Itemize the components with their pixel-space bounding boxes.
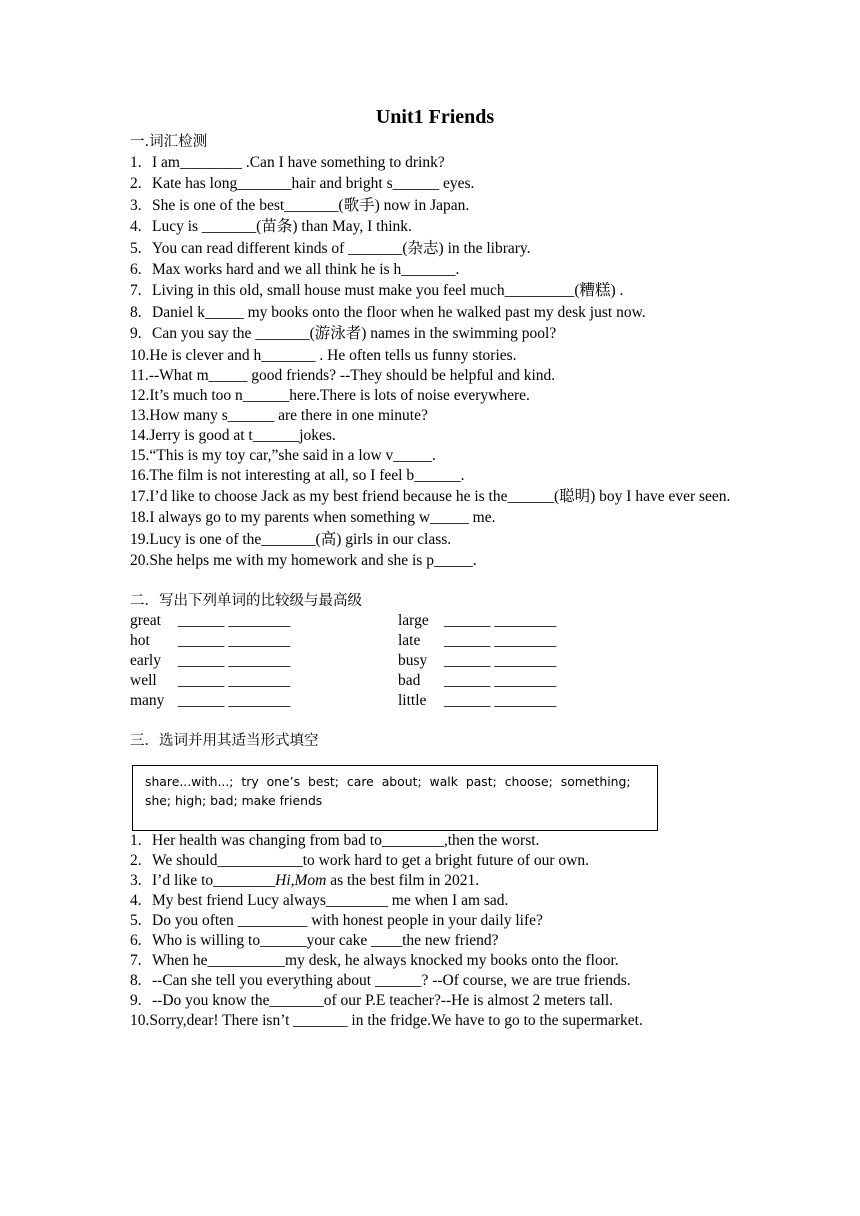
word-row bbox=[130, 691, 398, 711]
answer-blank: ______ ________ bbox=[177, 692, 291, 710]
item-text: Her health was changing from bad to________,then the worst. bbox=[152, 832, 540, 850]
item-number: 8. bbox=[130, 972, 142, 990]
item-number: 9. bbox=[130, 992, 142, 1010]
list-item bbox=[130, 366, 740, 386]
list-item bbox=[130, 259, 740, 280]
list-item bbox=[130, 971, 740, 991]
item-number: 1. bbox=[130, 832, 142, 850]
item-number: 3. bbox=[130, 872, 142, 890]
answer-blank: ______ ________ bbox=[443, 672, 557, 690]
list-item bbox=[130, 466, 740, 486]
word-row bbox=[398, 691, 738, 711]
item-number: 4. bbox=[130, 218, 142, 236]
list-item bbox=[130, 851, 740, 871]
item-text: as the best film in 2021. bbox=[326, 872, 480, 890]
item-text: --What m_____ good friends? --They should be helpful and kind. bbox=[148, 366, 556, 384]
item-number: 17. bbox=[130, 487, 150, 505]
item-number: 10. bbox=[130, 1012, 150, 1030]
word-bank-line: share...with...; try one’s best; care about; walk past; choose; something; bbox=[145, 774, 631, 790]
item-number: 16. bbox=[130, 466, 150, 484]
item-text: Do you often _________ with honest people in your daily life? bbox=[152, 912, 543, 930]
item-number: 18. bbox=[130, 509, 150, 527]
list-item bbox=[130, 507, 740, 528]
answer-blank: ______ ________ bbox=[443, 692, 557, 710]
worksheet bbox=[130, 102, 740, 1031]
item-number: 4. bbox=[130, 892, 142, 910]
item-text: Living in this old, small house must make you feel much_________(糟糕) . bbox=[152, 282, 624, 300]
item-number: 15. bbox=[130, 446, 150, 464]
item-text: Jerry is good at t______jokes. bbox=[149, 426, 336, 444]
item-text: She helps me with my homework and she is p_____. bbox=[149, 552, 477, 570]
answer-blank: ______ ________ bbox=[177, 652, 291, 670]
word-row bbox=[130, 611, 398, 631]
list-item bbox=[130, 871, 740, 891]
item-number: 9. bbox=[130, 325, 142, 343]
item-number: 20. bbox=[130, 552, 150, 570]
item-number: 2. bbox=[130, 175, 142, 193]
item-text: Lucy is one of the_______(高) girls in our class. bbox=[149, 530, 452, 548]
item-text: Lucy is _______(苗条) than May, I think. bbox=[152, 218, 412, 236]
word-row bbox=[398, 651, 738, 671]
item-number: 11. bbox=[130, 366, 149, 384]
word-row bbox=[398, 611, 738, 631]
word: busy bbox=[398, 652, 428, 670]
section3-list bbox=[130, 831, 740, 1031]
answer-blank: ______ ________ bbox=[177, 672, 291, 690]
word: great bbox=[130, 612, 161, 630]
word-row bbox=[398, 671, 738, 691]
list-item bbox=[130, 931, 740, 951]
list-item bbox=[130, 951, 740, 971]
list-item bbox=[130, 386, 740, 406]
list-item bbox=[130, 446, 740, 466]
list-item bbox=[130, 345, 740, 366]
list-item bbox=[130, 486, 740, 507]
list-item bbox=[130, 216, 740, 237]
answer-blank: ______ ________ bbox=[443, 652, 557, 670]
list-item bbox=[130, 529, 740, 550]
list-item bbox=[130, 238, 740, 259]
item-number: 3. bbox=[130, 196, 142, 214]
item-number: 5. bbox=[130, 239, 142, 257]
item-text: I am________ .Can I have something to drink? bbox=[152, 154, 445, 171]
item-number: 6. bbox=[130, 260, 142, 278]
word-row bbox=[130, 671, 398, 691]
item-text: We should___________to work hard to get a bright future of our own. bbox=[152, 852, 589, 870]
item-text: How many s______ are there in one minute? bbox=[149, 406, 428, 424]
list-item bbox=[130, 426, 740, 446]
list-item bbox=[130, 195, 740, 216]
comparison-grid bbox=[130, 611, 740, 711]
list-item bbox=[130, 280, 740, 301]
item-text: My best friend Lucy always________ me when I am sad. bbox=[152, 892, 509, 910]
word-row bbox=[130, 651, 398, 671]
list-item bbox=[130, 406, 740, 426]
item-text: He is clever and h_______ . He often tells us funny stories. bbox=[149, 346, 517, 364]
item-text: It’s much too n______here.There is lots of noise everywhere. bbox=[149, 386, 530, 404]
item-number: 8. bbox=[130, 303, 142, 321]
section1-heading: 一.词汇检测 bbox=[130, 134, 208, 150]
section1-list bbox=[130, 152, 740, 571]
item-number: 5. bbox=[130, 912, 142, 930]
list-item bbox=[130, 173, 740, 194]
item-text: Sorry,dear! There isn’t _______ in the fridge.We have to go to the supermarket. bbox=[149, 1012, 643, 1030]
list-item bbox=[130, 550, 740, 571]
item-number: 12. bbox=[130, 386, 150, 404]
section2-heading: 二．写出下列单词的比较级与最高级 bbox=[130, 593, 362, 610]
item-text: Max works hard and we all think he is h_______. bbox=[152, 260, 460, 278]
film-title: Hi,Mom bbox=[275, 872, 327, 890]
page-title: Unit1 Friends bbox=[375, 106, 495, 128]
item-text: --Can she tell you everything about ______? --Of course, we are true friends. bbox=[152, 972, 631, 990]
word: hot bbox=[130, 632, 150, 650]
item-text: Daniel k_____ my books onto the floor when he walked past my desk just now. bbox=[152, 303, 646, 321]
item-text: Kate has long_______hair and bright s______ eyes. bbox=[152, 175, 475, 193]
word: early bbox=[130, 652, 161, 670]
item-text: You can read different kinds of _______(杂志) in the library. bbox=[152, 239, 531, 257]
answer-blank: ______ ________ bbox=[443, 612, 557, 630]
item-text: She is one of the best_______(歌手) now in Japan. bbox=[152, 196, 470, 214]
item-number: 7. bbox=[130, 282, 142, 300]
word: many bbox=[130, 692, 165, 710]
word-bank-line: she; high; bad; make friends bbox=[145, 793, 323, 809]
item-number: 6. bbox=[130, 932, 142, 950]
word-bank-box bbox=[132, 765, 658, 831]
answer-blank: ______ ________ bbox=[177, 612, 291, 630]
word: large bbox=[398, 612, 429, 630]
answer-blank: ______ ________ bbox=[177, 632, 291, 650]
list-item bbox=[130, 991, 740, 1011]
list-item bbox=[130, 1011, 740, 1031]
item-number: 19. bbox=[130, 530, 150, 548]
word: bad bbox=[398, 672, 421, 690]
item-number: 14. bbox=[130, 426, 150, 444]
item-text: The film is not interesting at all, so I feel b______. bbox=[149, 466, 465, 484]
word: little bbox=[398, 692, 427, 710]
section3-heading: 三．选词并用其适当形式填空 bbox=[130, 733, 319, 750]
item-text: I’d like to________ bbox=[152, 872, 276, 890]
word: well bbox=[130, 672, 157, 690]
item-number: 10. bbox=[130, 346, 150, 364]
item-number: 7. bbox=[130, 952, 142, 970]
list-item bbox=[130, 302, 740, 323]
item-text: I always go to my parents when something w_____ me. bbox=[149, 509, 496, 527]
answer-blank: ______ ________ bbox=[443, 632, 557, 650]
word-row bbox=[130, 631, 398, 651]
item-text: When he__________my desk, he always knocked my books onto the floor. bbox=[152, 952, 619, 970]
item-text: Can you say the _______(游泳者) names in the swimming pool? bbox=[152, 325, 557, 343]
item-text: “This is my toy car,”she said in a low v_____. bbox=[149, 446, 436, 464]
word: late bbox=[398, 632, 421, 650]
list-item bbox=[130, 831, 740, 851]
item-text: Who is willing to______your cake ____the new friend? bbox=[152, 932, 499, 950]
list-item bbox=[130, 152, 740, 173]
item-text: I’d like to choose Jack as my best friend because he is the______(聪明) boy I have ever seen. bbox=[149, 487, 731, 505]
list-item bbox=[130, 911, 740, 931]
item-number: 13. bbox=[130, 406, 150, 424]
word-row bbox=[398, 631, 738, 651]
item-text: --Do you know the_______of our P.E teacher?--He is almost 2 meters tall. bbox=[152, 992, 614, 1010]
item-number: 1. bbox=[130, 154, 142, 171]
list-item bbox=[130, 891, 740, 911]
list-item bbox=[130, 323, 740, 344]
item-number: 2. bbox=[130, 852, 142, 870]
